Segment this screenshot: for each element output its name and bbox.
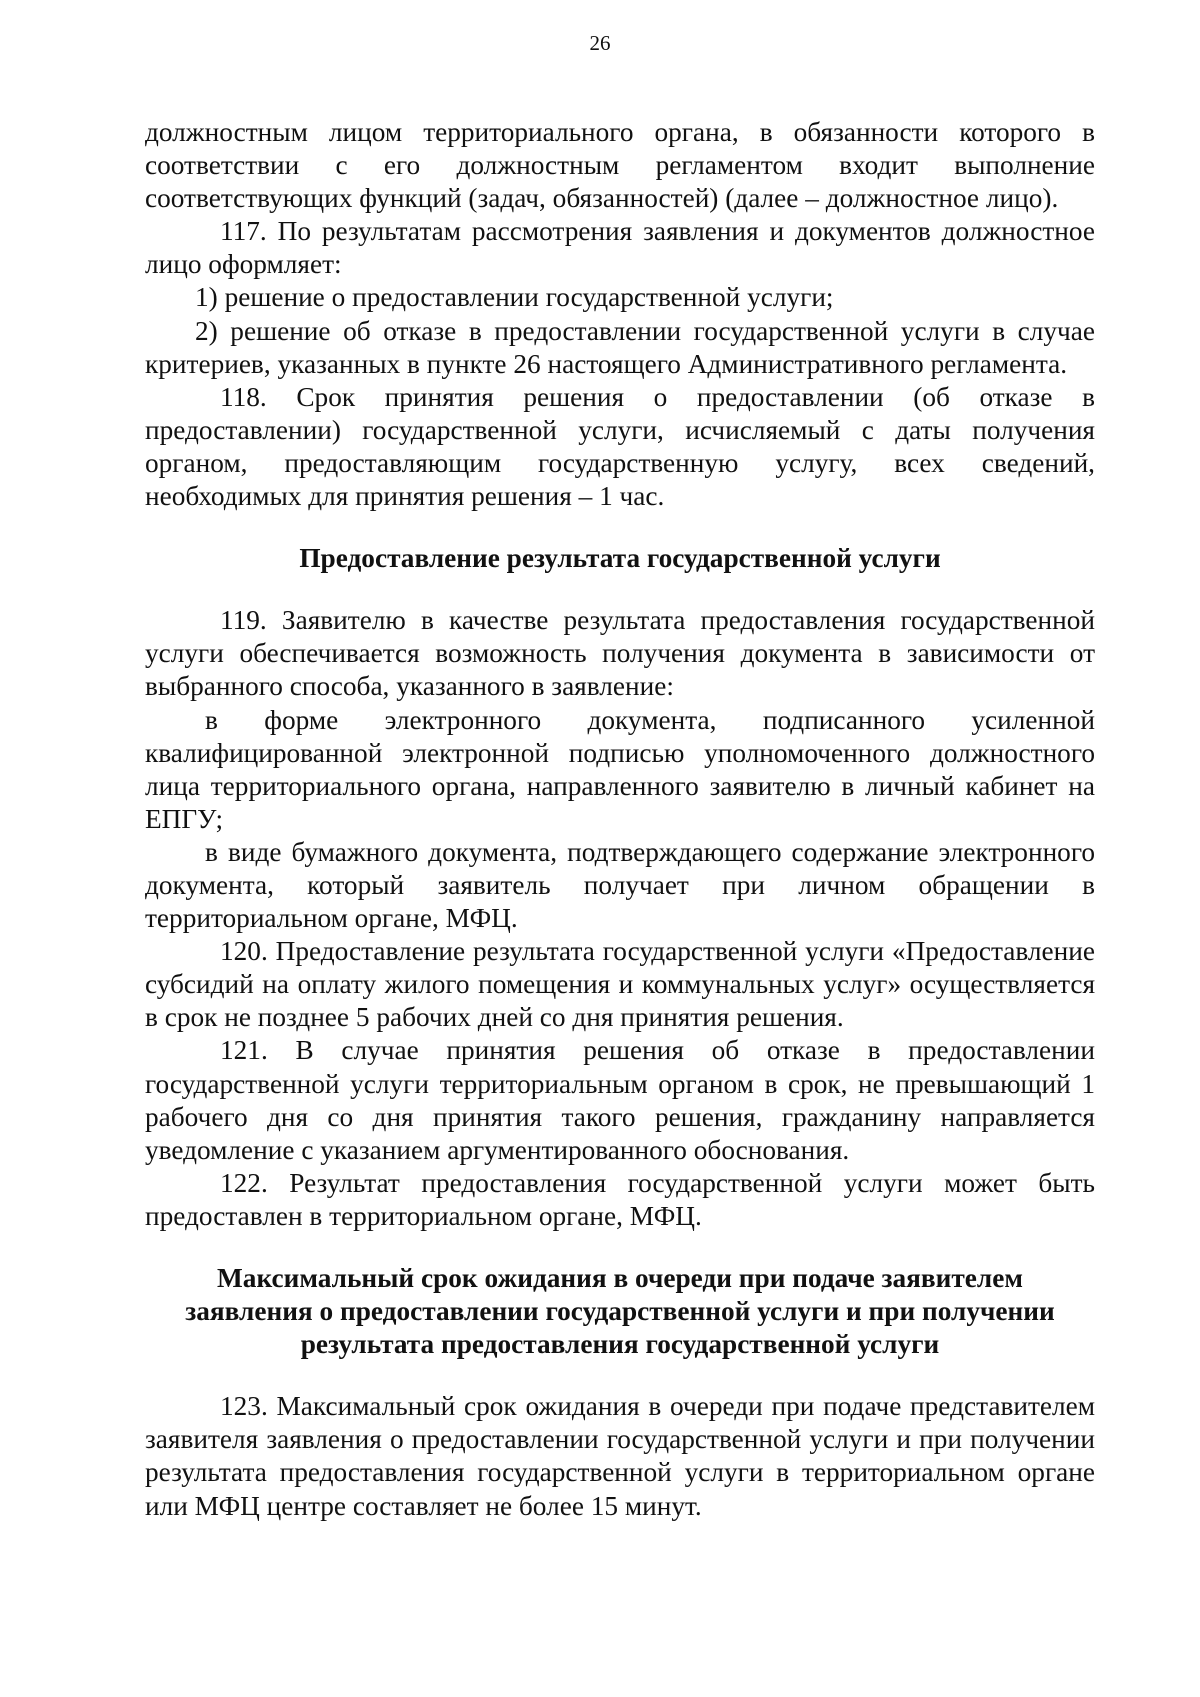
paragraph-121: 121. В случае принятия решения об отказе в предоставлении государственной услуги территориальным органом в срок, не превышающий 1 рабочего дня со дня принятия такого решения, гражданину направляется уведомление с указанием аргументированного обоснования. [145,1035,1095,1165]
spacer [145,1233,1095,1262]
spacer [145,513,1095,542]
paragraph-119-option-electronic: в форме электронного документа, подписанного усиленной квалифицированной электронной подписью уполномоченного должностного лица территориального органа, направленного заявителю в личный кабинет на ЕПГУ; [145,704,1095,834]
section-heading-result: Предоставление результата государственной услуги [299,543,941,574]
paragraph-117-item-1: 1) решение о предоставлении государственной услуги; [195,282,834,313]
paragraph-120: 120. Предоставление результата государственной услуги «Предоставление субсидий на оплату жилого помещения и коммунальных услуг» осуществляется в срок не позднее 5 рабочих дней со дня принятия решения. [145,936,1095,1033]
paragraph-117-item-2: 2) решение об отказе в предоставлении государственной услуги в случае критериев, указанных в пункте 26 настоящего Административного регламента. [145,315,1095,379]
spacer [145,1361,1095,1390]
spacer [145,575,1095,604]
paragraph-122: 122. Результат предоставления государственной услуги может быть предоставлен в территориальном органе, МФЦ. [145,1167,1095,1231]
paragraph-123: 123. Максимальный срок ожидания в очереди при подаче представителем заявителя заявления о предоставлении государственной услуги и при получении результата предоставления государственной услуги в территориальном органе или МФЦ центре составляет не более 15 минут. [145,1391,1095,1521]
paragraph-118: 118. Срок принятия решения о предоставлении (об отказе в предоставлении) государственной услуги, исчисляемый с даты получения органом, предоставляющим государственную услугу, всех сведений, необходимых для принятия решения – 1 час. [145,381,1095,512]
document-body [145,116,1095,1523]
paragraph-continuation: должностным лицом территориального органа, в обязанности которого в соответствии с его должностным регламентом входит выполнение соответствующих функций (задач, обязанностей) (далее – должностное лицо). [145,117,1095,214]
page-number: 26 [589,31,611,55]
paragraph-119-option-paper: в виде бумажного документа, подтверждающего содержание электронного документа, который заявитель получает при личном обращении в территориальном органе, МФЦ. [145,836,1095,934]
section-heading-waiting-time: Максимальный срок ожидания в очереди при подаче заявителем заявления о предоставлении государственной услуги и при получении результата предоставления государственной услуги [185,1263,1055,1360]
paragraph-117: 117. По результатам рассмотрения заявления и документов должностное лицо оформляет: [145,216,1095,280]
section-heading-block [145,1262,1095,1361]
paragraph-119: 119. Заявителю в качестве результата предоставления государственной услуги обеспечивается возможность получения документа в зависимости от выбранного способа, указанного в заявление: [145,605,1095,702]
